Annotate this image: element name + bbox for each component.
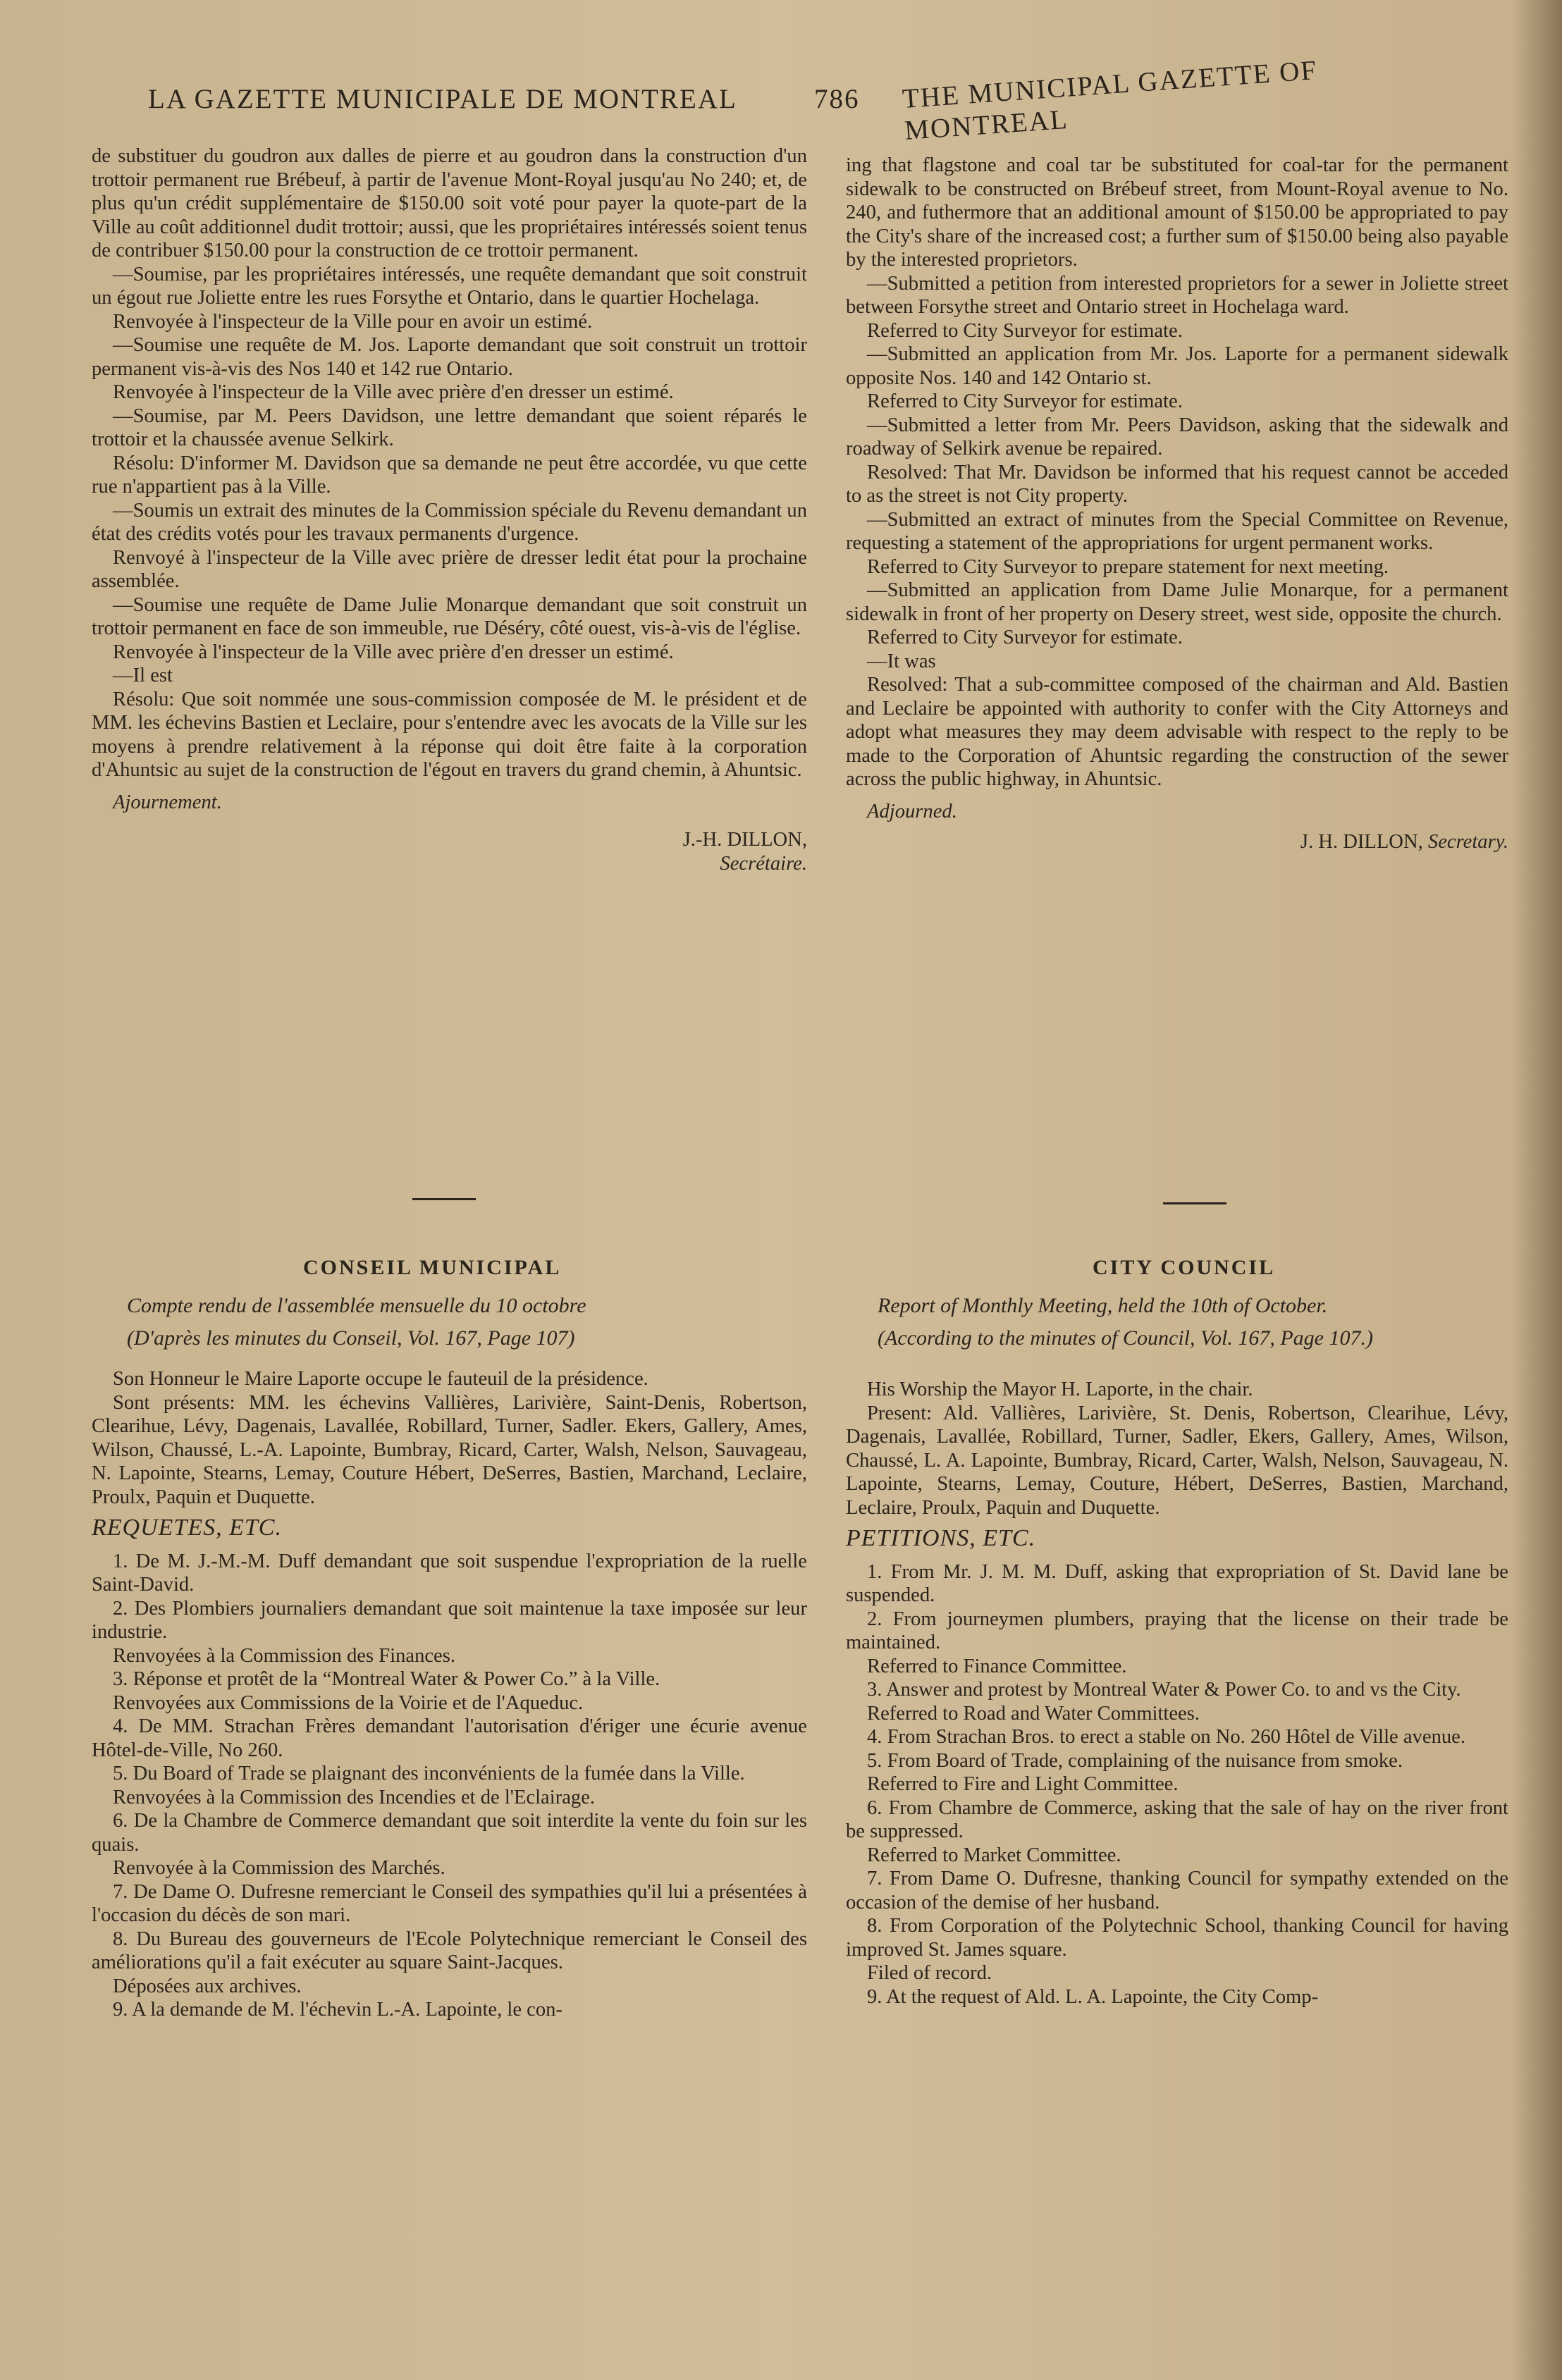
paragraph: —Soumis un extrait des minutes de la Commission spéciale du Revenu demandant un état des crédits votés pour les travaux permanents d'urgence. — [92, 499, 807, 545]
list-item: 6. From Chambre de Commerce, asking that the sale of hay on the river front be suppressed. — [846, 1796, 1508, 1842]
signature-title: Secrétaire. — [720, 852, 807, 875]
list-item: 6. De la Chambre de Commerce demandant que soit interdite la vente du foin sur les quais. — [92, 1810, 807, 1856]
list-item: 8. From Corporation of the Polytechnic School, thanking Council for having improved St. James square. — [846, 1915, 1508, 1961]
subtitle-line: (According to the minutes of Council, Vol. 167, Page 107.) — [878, 1326, 1373, 1350]
paragraph: His Worship the Mayor H. Laporte, in the chair. — [867, 1379, 1253, 1400]
english-section-subtitle — [878, 1290, 1512, 1355]
signature-name: J. H. DILLON, — [1300, 831, 1423, 853]
french-section-subtitle — [127, 1290, 811, 1355]
french-section-title: CONSEIL MUNICIPAL — [303, 1256, 562, 1279]
english-column-top — [846, 154, 1508, 854]
list-item: 9. At the request of Ald. L. A. Lapointe, the City Comp- — [867, 1985, 1319, 2008]
list-item: Renvoyées à la Commission des Finances. — [113, 1644, 456, 1667]
list-item: Referred to Finance Committee. — [867, 1655, 1127, 1677]
list-item: 7. From Dame O. Dufresne, thanking Council for sympathy extended on the occasion of the demise of her husband. — [846, 1868, 1508, 1913]
english-column-bottom — [846, 1378, 1508, 2009]
paragraph: Renvoyée à l'inspecteur de la Ville avec prière d'en dresser un estimé. — [113, 641, 674, 663]
paragraph: Renvoyé à l'inspecteur de la Ville avec prière de dresser ledit état pour la prochaine assemblée. — [92, 546, 807, 592]
paragraph: de substituer du goudron aux dalles de pierre et au goudron dans la construction d'un trottoir permanent rue Brébeuf, à partir de l'avenue Mont-Royal jusqu'au No 240; et, de plus qu'un crédit supplémentaire de $150.00 soit voté pour payer la quote-part de la Ville au coût additionnel dudit trottoir; aussi, que les propriétaires intéressés soient tenus de contribuer $150.00 pour la construction de ce trottoir permanent. — [92, 145, 807, 261]
list-item: 2. Des Plombiers journaliers demandant que soit maintenue la taxe imposée sur leur industrie. — [92, 1597, 807, 1643]
paragraph: Renvoyée à l'inspecteur de la Ville pour en avoir un estimé. — [113, 310, 593, 333]
list-item: 8. Du Bureau des gouverneurs de l'Ecole Polytechnique remerciant le Conseil des améliorations qu'il a fait exécuter au square Saint-Jacques. — [92, 1928, 807, 1973]
list-item: Renvoyée à la Commission des Marchés. — [113, 1857, 445, 1879]
section-divider — [412, 1198, 476, 1200]
signature-name: J.-H. DILLON, — [682, 829, 807, 851]
paragraph: Referred to City Surveyor for estimate. — [867, 390, 1183, 412]
paragraph: —Submitted an application from Mr. Jos. Laporte for a permanent sidewalk opposite Nos. 140 and 142 Ontario st. — [846, 343, 1508, 389]
paragraph: Referred to City Surveyor for estimate. — [867, 319, 1183, 342]
subtitle-line: Compte rendu de l'assemblée mensuelle du 10 octobre — [127, 1294, 586, 1317]
paragraph: —Submitted a letter from Mr. Peers Davidson, asking that the sidewalk and roadway of Selkirk avenue be repaired. — [846, 414, 1508, 460]
paragraph: Resolved: That a sub-committee composed of the chairman and Ald. Bastien and Leclaire be appointed with authority to confer with the City Attorneys and adopt what measures they may deem advisable with respect to the reply to be made to the Corporation of Ahuntsic regarding the construction of the sewer across the public highway, in Ahuntsic. — [846, 674, 1508, 790]
paragraph: —Soumise une requête de Dame Julie Monarque demandant que soit construit un trottoir permanent en face de son immeuble, rue Déséry, côté ouest, vis-à-vis de l'église. — [92, 593, 807, 639]
paragraph: —Il est — [113, 665, 173, 686]
paragraph: Sont présents: MM. les échevins Vallières, Larivière, Saint-Denis, Robertson, Clearihue, Lévy, Dagenais, Lavallée, Robillard, Turner, Sadler. Ekers, Gallery, Ames, Wilson, Chaussé, L.-A. Lapointe, Bumbray, Ricard, Carter, Walsh, Nelson, Sauvageau, N. Lapointe, Stearns, Lemay, Couture Hébert, DeSerres, Bastien, Marchand, Leclaire, Proulx, Paquin et Duquette. — [92, 1391, 807, 1508]
english-adjournment: Adjourned. — [867, 800, 957, 822]
list-item: 3. Réponse et protêt de la “Montreal Water & Power Co.” à la Ville. — [113, 1668, 660, 1690]
page-number: 786 — [814, 84, 860, 114]
paragraph: Renvoyée à l'inspecteur de la Ville avec prière d'en dresser un estimé. — [113, 381, 674, 403]
french-column-top — [92, 144, 807, 875]
list-item: 3. Answer and protest by Montreal Water & Power Co. to and vs the City. — [867, 1679, 1461, 1701]
paragraph: Referred to City Surveyor for estimate. — [867, 627, 1183, 648]
list-item: Referred to Market Committee. — [867, 1844, 1121, 1866]
subtitle-line: Report of Monthly Meeting, held the 10th of October. — [878, 1294, 1328, 1317]
header-french-title: LA GAZETTE MUNICIPALE DE MONTREAL — [148, 84, 737, 114]
french-column-bottom — [92, 1367, 807, 2022]
paragraph: Son Honneur le Maire Laporte occupe le fauteuil de la présidence. — [113, 1368, 648, 1390]
paragraph: —Soumise une requête de M. Jos. Laporte demandant que soit construit un trottoir permanent vis-à-vis des Nos 140 et 142 rue Ontario. — [92, 334, 807, 380]
english-signature — [846, 830, 1508, 854]
english-section-title: CITY COUNCIL — [1093, 1256, 1276, 1279]
french-signature — [92, 828, 807, 875]
page-header — [148, 55, 1487, 147]
paragraph: Present: Ald. Vallières, Larivière, St. Denis, Robertson, Clearihue, Lévy, Dagenais, Lavallée, Robillard, Turner, Sadler, Ekers, Gallery, Ames, Wilson, Chaussé, L. A. Lapointe, Bumbray, Ricard, Carter, Walsh, Nelson, Sauvageau, N. Lapointe, Stearns, Lemay, Couture, Hébert, DeSerres, Bastien, Marchand, Leclaire, Proulx, Paquin and Duquette. — [846, 1402, 1508, 1519]
french-petitions-heading: REQUETES, ETC. — [92, 1515, 282, 1541]
list-item: 4. De MM. Strachan Frères demandant l'autorisation d'ériger une écurie avenue Hôtel-de-Ville, No 260. — [92, 1715, 807, 1761]
paragraph: —Submitted an application from Dame Julie Monarque, for a permanent sidewalk in front of her property on Desery street, west side, opposite the church. — [846, 579, 1508, 625]
paragraph: —Soumise, par les propriétaires intéressés, une requête demandant que soit construit un égout rue Joliette entre les rues Forsythe et Ontario, dans le quartier Hochelaga. — [92, 263, 807, 309]
paragraph: ing that flagstone and coal tar be substituted for coal-tar for the permanent sidewalk to be constructed on Brébeuf street, from Mount-Royal avenue to No. 240, and futhermore that an additional amount of $150.00 be appropriated to pay the City's share of the increased cost; a further sum of $150.00 being also payable by the interested proprietors. — [846, 154, 1508, 271]
section-divider — [1163, 1202, 1226, 1204]
list-item: 5. Du Board of Trade se plaignant des inconvénients de la fumée dans la Ville. — [113, 1763, 745, 1784]
list-item: Referred to Fire and Light Committee. — [867, 1773, 1179, 1795]
paragraph: —It was — [867, 650, 936, 672]
list-item: Renvoyées à la Commission des Incendies et de l'Eclairage. — [113, 1786, 596, 1808]
list-item: Déposées aux archives. — [113, 1975, 302, 1997]
list-item: 9. A la demande de M. l'échevin L.-A. Lapointe, le con- — [113, 1999, 562, 2021]
french-adjournment: Ajournement. — [113, 791, 222, 813]
list-item: Filed of record. — [867, 1962, 992, 1984]
signature-title: Secretary. — [1427, 831, 1508, 853]
list-item: 7. De Dame O. Dufresne remerciant le Conseil des sympathies qu'il lui a présentées à l'occasion du décès de son mari. — [92, 1880, 807, 1926]
header-english-title: THE MUNICIPAL GAZETTE OF MONTREAL — [901, 55, 1319, 147]
paragraph: —Submitted an extract of minutes from the Special Committee on Revenue, requesting a statement of the appropriations for urgent permanent works. — [846, 508, 1508, 554]
list-item: 1. From Mr. J. M. M. Duff, asking that expropriation of St. David lane be suspended. — [846, 1560, 1508, 1606]
paragraph: —Soumise, par M. Peers Davidson, une lettre demandant que soient réparés le trottoir et la chaussée avenue Selkirk. — [92, 405, 807, 450]
paragraph: —Submitted a petition from interested proprietors for a sewer in Joliette street between Forsythe street and Ontario street in Hochelaga ward. — [846, 272, 1508, 318]
list-item: 4. From Strachan Bros. to erect a stable on No. 260 Hôtel de Ville avenue. — [867, 1726, 1466, 1748]
list-item: 5. From Board of Trade, complaining of the nuisance from smoke. — [867, 1749, 1403, 1772]
paragraph: Résolu: Que soit nommée une sous-commission composée de M. le président et de MM. les échevins Bastien et Leclaire, pour s'entendre avec les avocats de la Ville sur les moyens à prendre relativement à la réponse qui doit être faite à la corporation d'Ahuntsic au sujet de la construction de l'égout en travers du grand chemin, à Ahuntsic. — [92, 688, 807, 781]
page-edge-shadow — [1513, 0, 1562, 2380]
list-item: Referred to Road and Water Committees. — [867, 1702, 1200, 1725]
paragraph: Résolu: D'informer M. Davidson que sa demande ne peut être accordée, vu que cette rue n'appartient pas à la Ville. — [92, 452, 807, 498]
list-item: 2. From journeymen plumbers, praying that the license on their trade be maintained. — [846, 1608, 1508, 1653]
paragraph: Resolved: That Mr. Davidson be informed that his request cannot be acceded to as the street is not City property. — [846, 461, 1508, 507]
subtitle-line: (D'après les minutes du Conseil, Vol. 167, Page 107) — [127, 1326, 575, 1350]
list-item: 1. De M. J.-M.-M. Duff demandant que soit suspendue l'expropriation de la ruelle Saint-David. — [92, 1550, 807, 1596]
paragraph: Referred to City Surveyor to prepare statement for next meeting. — [867, 555, 1389, 578]
list-item: Renvoyées aux Commissions de la Voirie et de l'Aqueduc. — [113, 1691, 584, 1714]
english-petitions-heading: PETITIONS, ETC. — [846, 1525, 1036, 1551]
